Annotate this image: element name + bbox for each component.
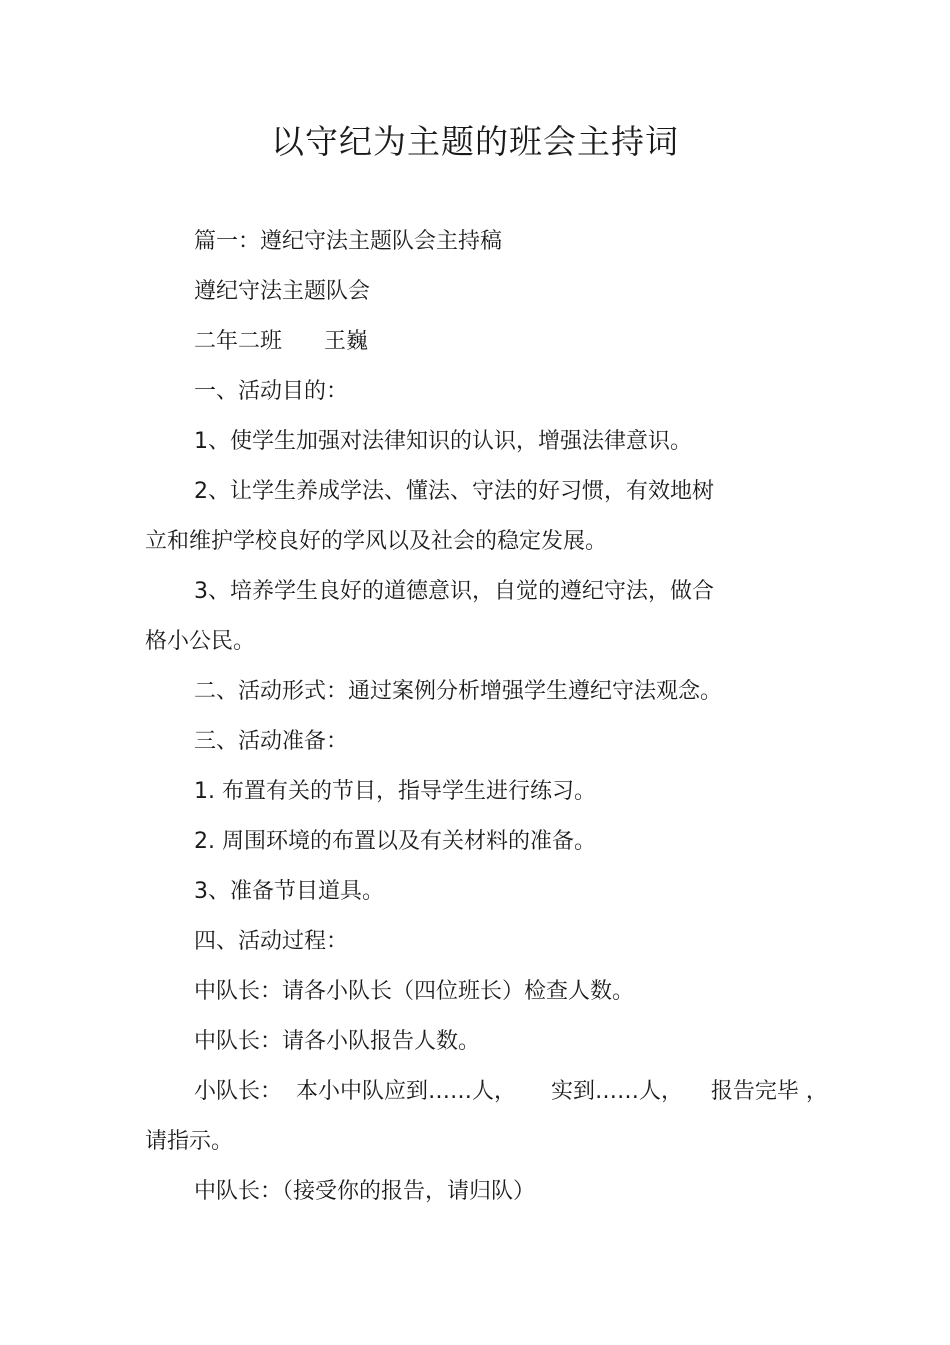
dialogue-line-3-continued: 请指示。 (145, 1129, 234, 1154)
heading-activity-goal: 一、活动目的： (194, 379, 349, 404)
prep-item-1: 1. 布置有关的节目，指导学生进行练习。 (194, 779, 596, 804)
heading-activity-prep: 三、活动准备： (194, 729, 349, 754)
goal-item-2-continued: 立和维护学校良好的学风以及社会的稳定发展。 (145, 529, 608, 554)
author-line: 二年二班 王巍 (194, 329, 368, 354)
goal-item-1: 1、使学生加强对法律知识的认识，增强法律意识。 (194, 429, 692, 454)
goal-item-3-continued: 格小公民。 (145, 629, 256, 654)
goal-item-2: 2、让学生养成学法、懂法、守法的好习惯，有效地树 (194, 479, 714, 504)
heading-activity-process: 四、活动过程： (194, 929, 349, 954)
subtitle: 遵纪守法主题队会 (194, 279, 371, 304)
dialogue-line-3: 小队长： 本小中队应到……人， 实到……人， 报告完毕 ， (194, 1079, 828, 1104)
prep-item-2: 2. 周围环境的布置以及有关材料的准备。 (194, 829, 596, 854)
dialogue-line-4: 中队长：（接受你的报告，请归队） (194, 1179, 536, 1204)
goal-item-3: 3、培养学生良好的道德意识，自觉的遵纪守法，做合 (194, 579, 714, 604)
section-heading-part-one: 篇一：遵纪守法主题队会主持稿 (194, 229, 503, 254)
document-title: 以守纪为主题的班会主持词 (271, 122, 679, 161)
dialogue-line-1: 中队长：请各小队长（四位班长）检查人数。 (194, 979, 635, 1004)
prep-item-3: 3、准备节目道具。 (194, 879, 384, 904)
dialogue-line-2: 中队长：请各小队报告人数。 (194, 1029, 481, 1054)
heading-activity-form: 二、活动形式：通过案例分析增强学生遵纪守法观念。 (194, 679, 723, 704)
